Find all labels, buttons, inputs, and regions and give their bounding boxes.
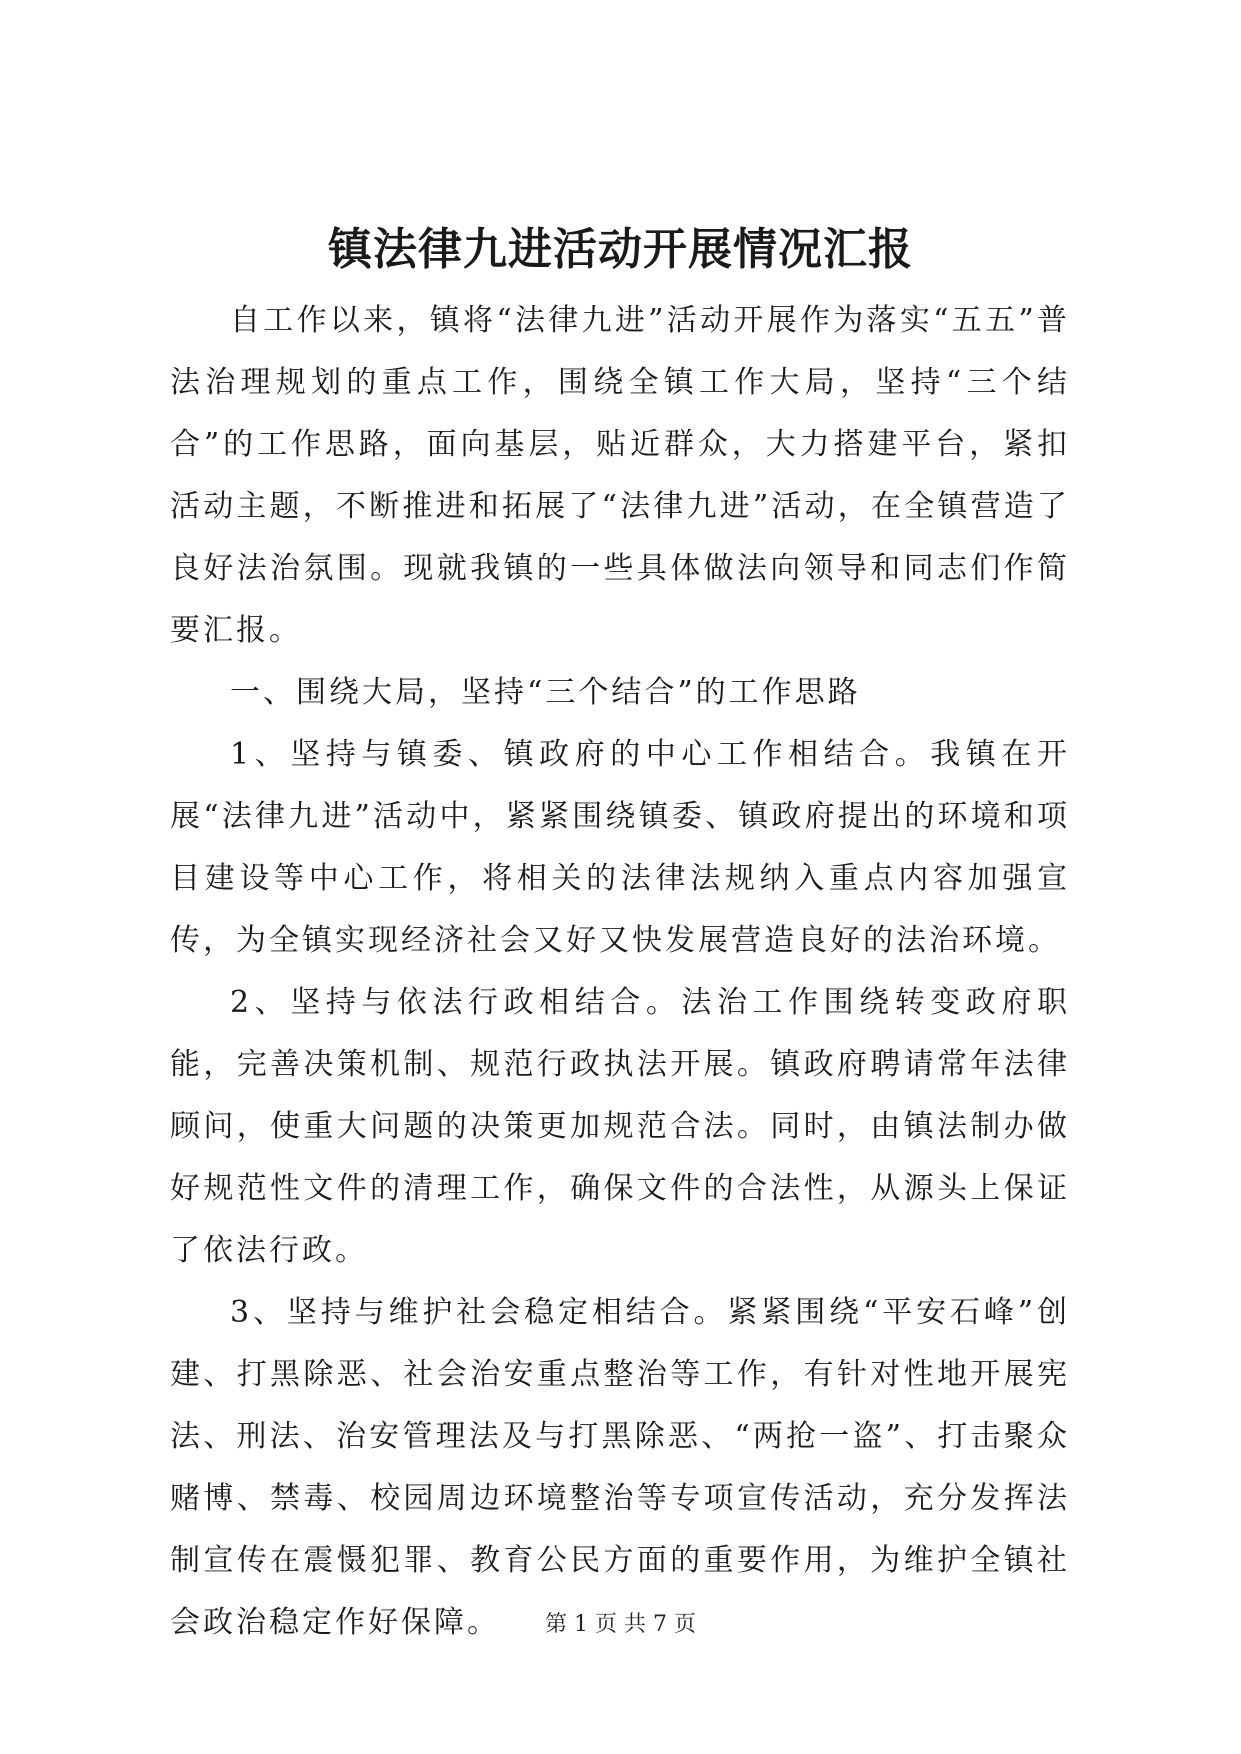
section-heading-1: 一、围绕大局，坚持“三个结合”的工作思路 [230,675,861,710]
document-body [170,290,1070,1654]
paragraph-item-2: 2、坚持与依法行政相结合。法治工作围绕转变政府职能，完善决策机制、规范行政执法开展。镇政府聘请常年法律顾问，使重大问题的决策更加规范合法。同时，由镇法制办做好规范性文件的清理工作，确保文件的合法性，从源头上保证了依法行政。 [170,985,1070,1268]
document-title: 镇法律九进活动开展情况汇报 [328,224,913,275]
paragraph-item-3: 3、坚持与维护社会稳定相结合。紧紧围绕“平安石峰”创建、打黑除恶、社会治安重点整治等工作，有针对性地开展宪法、刑法、治安管理法及与打黑除恶、“两抢一盗”、打击聚众赌博、禁毒、校园周边环境整治等专项宣传活动，充分发挥法制宣传在震慑犯罪、教育公民方面的重要作用，为维护全镇社会政治稳定作好保障。 [170,1295,1070,1640]
page-number: 第 1 页 共 7 页 [545,1612,696,1637]
paragraph-item-1: 1、坚持与镇委、镇政府的中心工作相结合。我镇在开展“法律九进”活动中，紧紧围绕镇委、镇政府提出的环境和项目建设等中心工作，将相关的法律法规纳入重点内容加强宣传，为全镇实现经济社会又好又快发展营造良好的法治环境。 [170,737,1070,958]
paragraph-intro: 自工作以来，镇将“法律九进”活动开展作为落实“五五”普法治理规划的重点工作，围绕全镇工作大局，坚持“三个结合”的工作思路，面向基层，贴近群众，大力搭建平台，紧扣活动主题，不断推进和拓展了“法律九进”活动，在全镇营造了良好法治氛围。现就我镇的一些具体做法向领导和同志们作简要汇报。 [170,303,1070,648]
